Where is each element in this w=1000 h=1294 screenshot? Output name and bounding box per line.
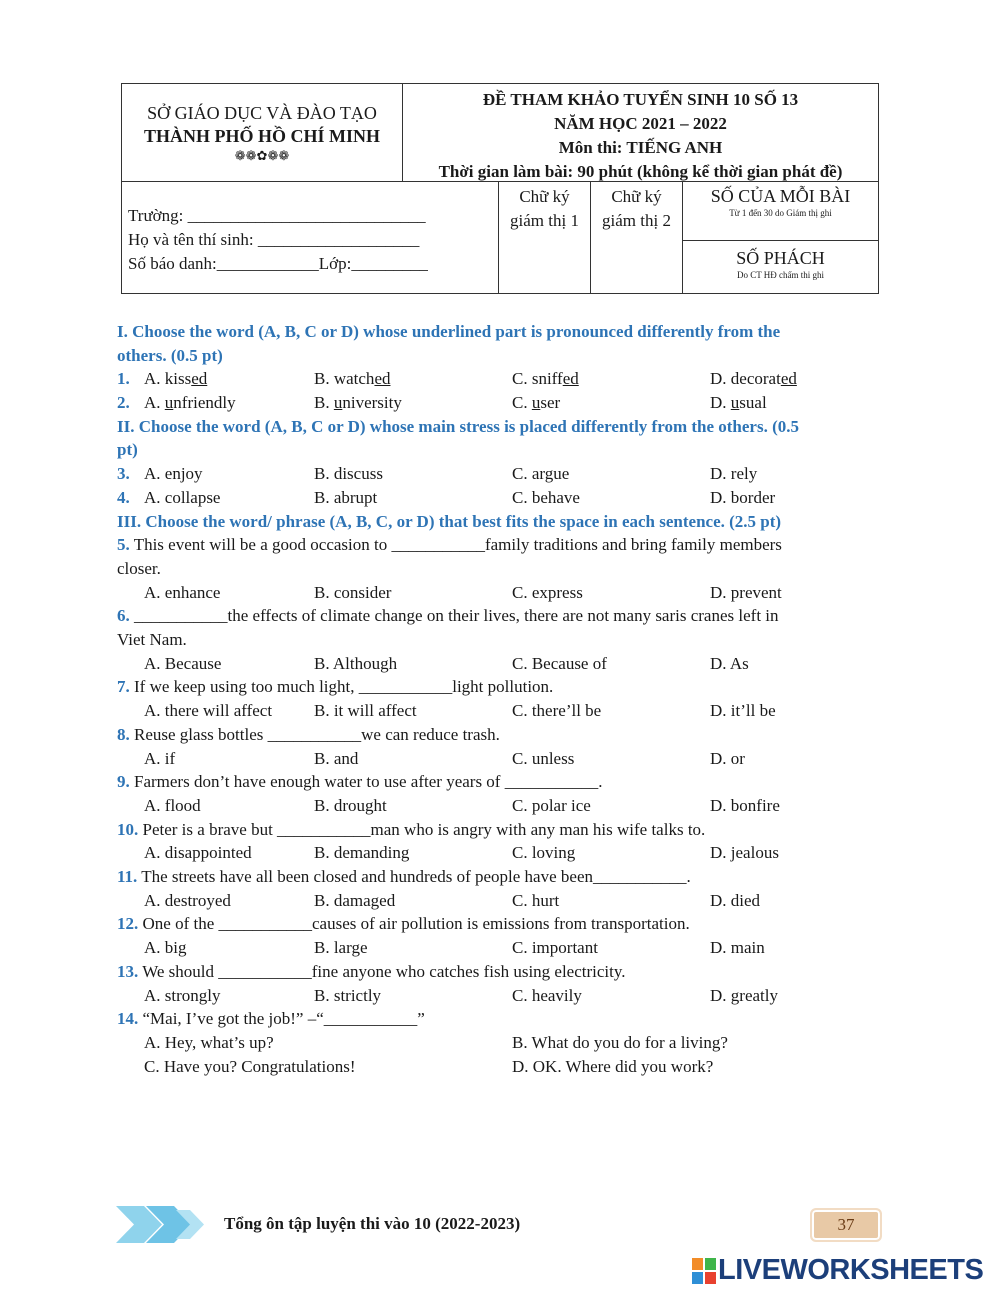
- underlined-part: u: [333, 393, 343, 413]
- option-d[interactable]: D. border: [710, 487, 776, 507]
- option-c[interactable]: C. behave: [512, 487, 580, 507]
- question-number: 12.: [117, 914, 139, 934]
- school-year: NĂM HỌC 2021 – 2022: [554, 114, 727, 133]
- department-line1: SỞ GIÁO DỤC VÀ ĐÀO TẠO: [147, 103, 377, 123]
- question-14-stem: [117, 1007, 877, 1031]
- question-text: One of the ___________causes of air pollution is emissions from transportation.: [138, 914, 690, 934]
- option-d[interactable]: D. main: [710, 938, 765, 958]
- exam-header-table: [121, 83, 879, 294]
- option-text: niversity: [342, 393, 402, 413]
- option-text: B.: [314, 393, 334, 413]
- option-c[interactable]: C. heavily: [512, 985, 582, 1005]
- option-a[interactable]: A. strongly: [144, 985, 221, 1005]
- question-14-options-row1: [117, 1031, 877, 1055]
- question-8-stem: [117, 723, 877, 747]
- department-cell: [122, 84, 403, 181]
- question-13-stem: [117, 960, 877, 984]
- option-text: A.: [144, 393, 165, 413]
- option-text: sual: [739, 393, 767, 413]
- option-b[interactable]: B. large: [314, 938, 368, 958]
- option-b[interactable]: B. What do you do for a living?: [512, 1032, 728, 1052]
- option-b[interactable]: B. drought: [314, 795, 387, 815]
- option-text: nfriendly: [173, 393, 236, 413]
- option-d[interactable]: D. greatly: [710, 985, 778, 1005]
- option-b[interactable]: B. damaged: [314, 890, 396, 910]
- question-14-options-row2: [117, 1055, 877, 1079]
- subject: Môn thi: TIẾNG ANH: [558, 138, 723, 157]
- option-text: B. watch: [314, 369, 375, 389]
- candidate-row: [122, 181, 878, 293]
- question-number: 3.: [117, 464, 130, 484]
- question-9-options: [117, 794, 877, 818]
- question-8-options: [117, 747, 877, 771]
- question-11-stem: [117, 865, 877, 889]
- option-a[interactable]: [144, 391, 236, 415]
- option-c[interactable]: C. Because of: [512, 653, 607, 673]
- option-a[interactable]: A. destroyed: [144, 890, 231, 910]
- option-a[interactable]: A. enhance: [144, 582, 221, 602]
- question-number: 5.: [117, 535, 130, 555]
- option-text: D.: [710, 393, 731, 413]
- section-1-title-line2: others. (0.5 pt): [117, 345, 223, 365]
- paper-number-cell: [682, 182, 878, 241]
- option-a[interactable]: A. Hey, what’s up?: [144, 1032, 274, 1052]
- option-a[interactable]: A. enjoy: [144, 464, 203, 484]
- option-c[interactable]: C. express: [512, 582, 583, 602]
- name-field[interactable]: Họ và tên thí sinh: ___________________: [128, 230, 420, 249]
- question-number: 9.: [117, 772, 130, 792]
- option-d[interactable]: D. OK. Where did you work?: [512, 1056, 714, 1076]
- option-c[interactable]: [512, 391, 560, 415]
- option-a[interactable]: A. if: [144, 748, 176, 768]
- section-3-title: III. Choose the word/ phrase (A, B, C, or D) that best fits the space in each sentence. (2.5 pt): [117, 511, 782, 531]
- option-d[interactable]: D. or: [710, 748, 745, 768]
- option-b[interactable]: B. strictly: [314, 985, 382, 1005]
- option-d[interactable]: D. jealous: [710, 843, 779, 863]
- option-text: ser: [540, 393, 561, 413]
- section-1-title-line1: I. Choose the word (A, B, C or D) whose underlined part is pronounced differently from the: [117, 322, 781, 341]
- option-b[interactable]: B. it will affect: [314, 701, 417, 721]
- question-text: The streets have all been closed and hundreds of people have been___________.: [137, 867, 691, 887]
- question-number: 2.: [117, 393, 130, 413]
- option-d[interactable]: [710, 391, 767, 415]
- option-b[interactable]: B. consider: [314, 582, 392, 602]
- option-text: C.: [512, 393, 532, 413]
- exam-title: ĐỀ THAM KHẢO TUYỂN SINH 10 SỐ 13: [482, 90, 799, 109]
- exam-info-cell: [403, 84, 878, 185]
- option-text: C. sniff: [512, 369, 563, 389]
- id-field[interactable]: Số báo danh:____________Lớp:_________: [128, 254, 428, 273]
- paper-number-label: SỐ CỦA MỖI BÀI: [710, 186, 851, 206]
- option-a[interactable]: A. there will affect: [144, 701, 273, 721]
- code-number-label: SỐ PHÁCH: [736, 248, 825, 268]
- question-number: 11.: [117, 867, 138, 887]
- question-text: Peter is a brave but ___________man who is angry with any man his wife talks to.: [138, 819, 706, 839]
- ornament-icon: ❁❁✿❁❁: [234, 148, 290, 163]
- paper-number-note: Từ 1 đến 30 do Giám thị ghi: [729, 208, 832, 218]
- option-b[interactable]: [314, 391, 402, 415]
- underlined-part: u: [164, 393, 174, 413]
- question-9-stem: [117, 770, 877, 794]
- liveworksheets-brand: LIVEWORKSHEETS: [718, 1254, 984, 1286]
- liveworksheets-logo[interactable]: [690, 1254, 990, 1286]
- question-text: “Mai, I’ve got the job!” –“___________”: [138, 1009, 425, 1029]
- liveworksheets-icon: [692, 1258, 716, 1284]
- underlined-part: ed: [562, 369, 579, 389]
- option-c[interactable]: C. Have you? Congratulations!: [144, 1056, 356, 1076]
- question-12-options: [117, 936, 877, 960]
- question-text: We should ___________fine anyone who catches fish using electricity.: [138, 961, 626, 981]
- question-7-stem: [117, 675, 877, 699]
- option-b[interactable]: [314, 367, 390, 391]
- option-c[interactable]: C. loving: [512, 843, 576, 863]
- exam-time: Thời gian làm bài: 90 phút (không kể thời gian phát đề): [438, 162, 843, 181]
- question-3: [117, 462, 877, 486]
- option-a[interactable]: A. flood: [144, 795, 201, 815]
- option-b[interactable]: B. demanding: [314, 843, 410, 863]
- question-number: 10.: [117, 819, 139, 839]
- worksheet-content: [117, 320, 877, 1078]
- option-d[interactable]: [710, 367, 797, 391]
- question-number: 14.: [117, 1009, 139, 1029]
- option-a[interactable]: A. big: [144, 938, 187, 958]
- page-number: 37: [810, 1208, 882, 1242]
- question-text: Farmers don’t have enough water to use after years of ___________.: [129, 772, 603, 792]
- sig1-label-1: Chữ ký: [519, 187, 570, 206]
- question-text: ___________the effects of climate change on their lives, there are not many saris cranes left in: [129, 606, 779, 626]
- question-11-options: [117, 889, 877, 913]
- question-5-options: [117, 581, 877, 605]
- question-5-stem-cont: closer.: [117, 558, 161, 578]
- option-d[interactable]: D. it’ll be: [710, 701, 776, 721]
- code-number-cell: [682, 241, 878, 293]
- code-number-note: Do CT HĐ chấm thi ghi: [736, 270, 825, 280]
- option-a[interactable]: A. disappointed: [144, 843, 252, 863]
- candidate-fields: [128, 204, 428, 276]
- question-2: [117, 391, 877, 415]
- option-c[interactable]: C. hurt: [512, 890, 560, 910]
- question-10-stem: [117, 818, 877, 842]
- question-6-options: [117, 652, 877, 676]
- option-c[interactable]: C. important: [512, 938, 598, 958]
- option-c[interactable]: C. argue: [512, 464, 570, 484]
- underlined-part: ed: [780, 369, 797, 389]
- sig2-label-1: Chữ ký: [611, 187, 662, 206]
- question-13-options: [117, 984, 877, 1008]
- sig1-label-2: giám thị 1: [510, 211, 579, 230]
- department-line2: THÀNH PHỐ HỒ CHÍ MINH: [143, 126, 380, 146]
- option-d[interactable]: D. prevent: [710, 582, 782, 602]
- question-7-options: [117, 699, 877, 723]
- underlined-part: ed: [191, 369, 208, 389]
- option-b[interactable]: B. abrupt: [314, 487, 378, 507]
- underlined-part: u: [531, 393, 541, 413]
- question-6-stem-cont: Viet Nam.: [117, 630, 187, 650]
- option-d[interactable]: D. rely: [710, 464, 758, 484]
- question-number: 7.: [117, 677, 130, 697]
- book-title: Tổng ôn tập luyện thi vào 10 (2022-2023): [224, 1214, 521, 1233]
- chevron-arrows-icon: [116, 1206, 206, 1243]
- option-c[interactable]: C. unless: [512, 748, 575, 768]
- option-a[interactable]: A. collapse: [144, 487, 221, 507]
- question-text: Reuse glass bottles ___________we can reduce trash.: [129, 724, 500, 744]
- underlined-part: ed: [374, 369, 391, 389]
- option-b[interactable]: B. discuss: [314, 464, 383, 484]
- option-d[interactable]: D. As: [710, 653, 749, 673]
- option-b[interactable]: B. Although: [314, 653, 398, 673]
- option-text: D. decorat: [710, 369, 781, 389]
- question-6-stem: [117, 604, 877, 628]
- question-number: 4.: [117, 487, 130, 507]
- option-a[interactable]: A. Because: [144, 653, 222, 673]
- question-1: [117, 367, 877, 391]
- question-12-stem: [117, 912, 877, 936]
- option-c[interactable]: C. there’ll be: [512, 701, 602, 721]
- section-2-title-line1: II. Choose the word (A, B, C or D) whose main stress is placed differently from the others. (0.5: [117, 416, 800, 436]
- option-b[interactable]: B. and: [314, 748, 359, 768]
- question-5-stem: [117, 533, 877, 557]
- question-number: 1.: [117, 369, 130, 389]
- option-text: A. kiss: [144, 369, 192, 389]
- underlined-part: u: [730, 393, 740, 413]
- invigilator-1-signature: [498, 182, 590, 293]
- question-text: This event will be a good occasion to ___________family traditions and bring family members: [129, 535, 782, 555]
- option-c[interactable]: [512, 367, 579, 391]
- option-d[interactable]: D. died: [710, 890, 761, 910]
- section-2-title-line2: pt): [117, 440, 138, 460]
- question-4: [117, 486, 877, 510]
- question-number: 8.: [117, 724, 130, 744]
- option-d[interactable]: D. bonfire: [710, 795, 780, 815]
- question-number: 6.: [117, 606, 130, 626]
- option-c[interactable]: C. polar ice: [512, 795, 591, 815]
- question-10-options: [117, 841, 877, 865]
- invigilator-2-signature: [590, 182, 682, 293]
- option-a[interactable]: [144, 367, 207, 391]
- school-field[interactable]: Trường: ____________________________: [128, 206, 426, 225]
- sig2-label-2: giám thị 2: [602, 211, 671, 230]
- question-text: If we keep using too much light, ___________light pollution.: [129, 677, 554, 697]
- question-number: 13.: [117, 961, 139, 981]
